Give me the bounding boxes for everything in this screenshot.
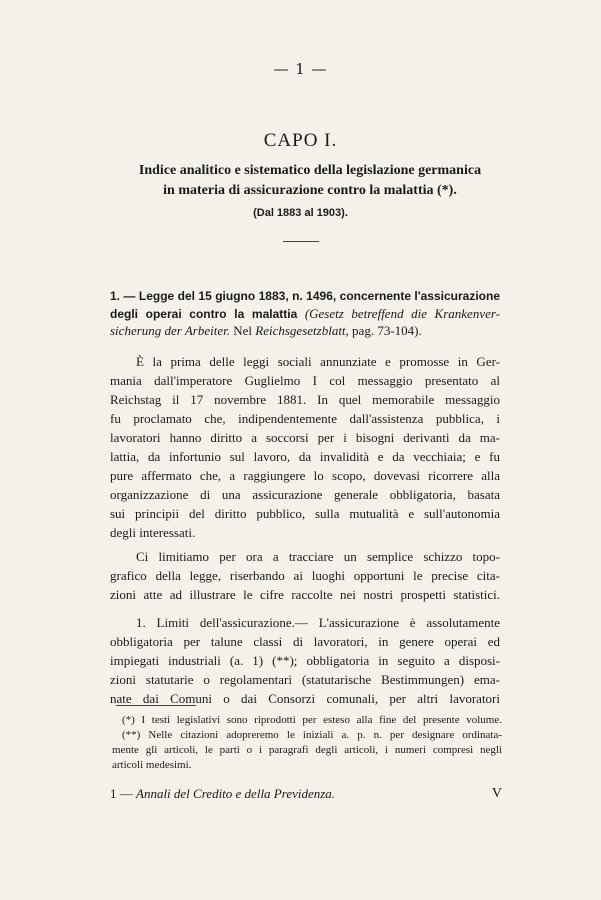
paragraph-line: mania dall'imperatore Guglielmo I col messaggio presentato al — [110, 373, 500, 388]
section-heading-text: Nel — [233, 323, 253, 338]
paragraph-line: zioni atte ad illustrare le cifre raccolte nei nostri prospetti statistici. — [110, 587, 500, 602]
section-heading-italic-3: Reichsgesetzblatt, — [255, 323, 349, 338]
paragraph-line: impiegati industriali (a. 1) (**); obbligatoria in seguito a disposi- — [110, 653, 500, 668]
paragraph-line: fu proclamato che, indipendentemente dall'assistenza pubblica, i — [110, 411, 500, 426]
paragraph-line: grafico della legge, riserbando ai luoghi opportuni le precise cita- — [110, 568, 500, 583]
paragraph-line: sui principii del diritto pubblico, sulla mutualità e sull'autonomia — [110, 506, 500, 521]
footnote-line: mente gli articoli, le parti o i paragrafi degli articoli, i numeri compresi negli — [112, 744, 502, 756]
paragraph-line: 1. Limiti dell'assicurazione.— L'assicurazione è assolutamente — [136, 615, 500, 630]
paragraph-line: lattia, da infortunio sul lavoro, da invalidità e da vecchiaia; e fu — [110, 449, 500, 464]
section-heading-italic-2: sicherung der Arbeiter. — [110, 323, 230, 338]
paragraph-line: degli interessati. — [110, 525, 196, 540]
footnote-divider — [116, 705, 196, 706]
footnote-line: (**) Nelle citazioni adopreremo le iniziali a. p. n. per designare ordinata- — [122, 729, 502, 741]
footnote-line: (*) I testi legislativi sono riprodotti per esteso alla fine del presente volume. — [122, 714, 502, 726]
paragraph-line: Ci limitiamo per ora a tracciare un semplice schizzo topo- — [136, 549, 500, 564]
paragraph-line: Reichstag il 17 novembre 1881. In quel memorabile messaggio — [110, 392, 500, 407]
paragraph-line: pure affermato che, a raggiungere lo scopo, dovevasi ricorrere alla — [110, 468, 500, 483]
section-heading-pages: pag. 73-104). — [352, 323, 422, 338]
signature-prefix: 1 — — [110, 786, 133, 801]
title-divider — [283, 241, 319, 242]
section-heading-line-2 — [110, 306, 500, 322]
chapter-title: CAPO I. — [263, 130, 338, 151]
signature-title: Annali del Credito e della Previdenza. — [136, 786, 336, 801]
paragraph-line: lavoratori hanno diritto a soccorsi per i bisogni derivanti da ma- — [110, 430, 500, 445]
section-heading-line-1: 1. — Legge del 15 giugno 1883, n. 1496, concernente l'assicurazione — [110, 289, 500, 303]
section-heading-bold: degli operai contro la malattia — [110, 307, 298, 321]
page-number: — 1 — — [273, 60, 328, 78]
paragraph-line: zioni statutarie o regolamentari (statutarische Bestimmungen) ema- — [110, 672, 500, 687]
date-range: (Dal 1883 al 1903). — [253, 207, 348, 219]
paragraph-line: È la prima delle leggi sociali annunziate e promosse in Ger- — [136, 354, 500, 369]
section-heading-line-3 — [110, 323, 500, 339]
footnote-line: articoli medesimi. — [112, 759, 192, 771]
printer-signature — [110, 786, 502, 802]
paragraph-line: obbligatoria per talune classi di lavoratori, in genere operai ed — [110, 634, 500, 649]
paragraph-line: organizzazione di una assicurazione generale obbligatoria, basata — [110, 487, 500, 502]
subtitle-line-2: in materia di assicurazione contro la malattia (*). — [163, 183, 457, 198]
section-heading-italic: (Gesetz betreffend die Krankenver- — [304, 306, 500, 321]
subtitle-line-1: Indice analitico e sistematico della legislazione germanica — [138, 163, 482, 178]
paragraph-line: nate dai Comuni o dai Consorzi comunali, per altri lavoratori — [110, 691, 500, 706]
signature-mark: V — [491, 786, 502, 801]
